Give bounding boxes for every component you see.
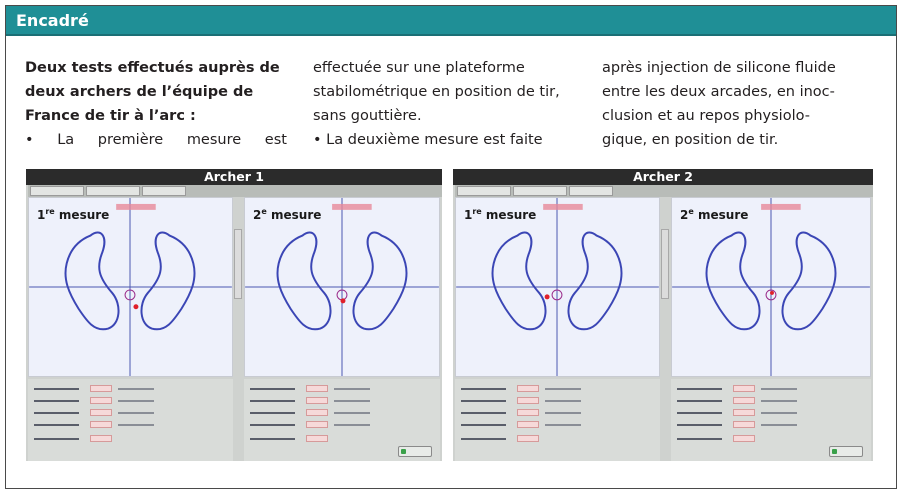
- col2-line-2: stabilométrique en position de tir,: [313, 84, 560, 100]
- encadre-title: Encadré: [16, 11, 89, 30]
- encadre-header: [6, 6, 896, 36]
- value-row: [461, 397, 651, 404]
- tab: [86, 186, 140, 196]
- figure-archer-1: [26, 169, 442, 461]
- value-row: [677, 421, 857, 428]
- tab-bar: [455, 185, 873, 197]
- text-column-1: [25, 56, 287, 152]
- value-row: [461, 435, 651, 442]
- value-row: [34, 421, 224, 428]
- value-row: [461, 421, 651, 428]
- value-row: [461, 409, 651, 416]
- tab: [513, 186, 567, 196]
- measure-values-panel: [28, 379, 233, 461]
- measure-values-panel: [244, 379, 440, 461]
- graph-scrollbar[interactable]: [661, 229, 669, 299]
- stabilogram-graph: [671, 197, 871, 377]
- value-row: [34, 409, 224, 416]
- value-row: [461, 385, 651, 392]
- measure-label: 1re mesure: [37, 207, 110, 222]
- value-row: [250, 397, 430, 404]
- col3-line-1: après injection de silicone fluide: [602, 60, 836, 76]
- intro-line-3: France de tir à l’arc :: [25, 108, 196, 124]
- value-row: [250, 435, 430, 442]
- tab: [569, 186, 613, 196]
- value-row: [677, 435, 857, 442]
- stabilogram-graph: [28, 197, 233, 377]
- stabilogram-plot: [245, 198, 439, 376]
- bullet-word-3: mesure: [186, 132, 242, 148]
- bullet-word-2: première: [97, 132, 164, 148]
- ok-button[interactable]: [829, 446, 863, 457]
- stabilogram-plot: [672, 198, 870, 376]
- stabilogram-plot: [456, 198, 659, 376]
- col3-line-2: entre les deux arcades, en inoc-: [602, 84, 835, 100]
- figure-title: Archer 2: [453, 169, 873, 185]
- col2-line-3: sans gouttière.: [313, 108, 422, 124]
- col2-line-4: • La deuxième mesure est faite: [313, 132, 543, 148]
- value-row: [677, 397, 857, 404]
- ok-button[interactable]: [398, 446, 432, 457]
- bullet-word-1: La: [57, 132, 75, 148]
- measure-label: 1re mesure: [464, 207, 537, 222]
- col3-line-3: clusion et au repos physiolo-: [602, 108, 810, 124]
- value-row: [677, 385, 857, 392]
- intro-line-1: Deux tests effectués auprès de: [25, 60, 280, 76]
- tab: [457, 186, 511, 196]
- bullet-symbol: •: [25, 132, 34, 148]
- value-row: [677, 409, 857, 416]
- tab: [30, 186, 84, 196]
- tab-bar: [28, 185, 442, 197]
- col3-line-4: gique, en position de tir.: [602, 132, 779, 148]
- measure-label: 2e mesure: [253, 207, 322, 222]
- value-row: [250, 421, 430, 428]
- col2-line-1: effectuée sur une plateforme: [313, 60, 525, 76]
- stabilogram-plot: [29, 198, 232, 376]
- text-column-3: [602, 56, 864, 152]
- measure-values-panel: [671, 379, 871, 461]
- stabilogram-graph: [455, 197, 660, 377]
- measure-label: 2e mesure: [680, 207, 749, 222]
- value-row: [34, 397, 224, 404]
- figure-title: Archer 1: [26, 169, 442, 185]
- measure-values-panel: [455, 379, 660, 461]
- text-column-2: [313, 56, 575, 152]
- stabilogram-graph: [244, 197, 440, 377]
- bullet-1-start: [25, 128, 287, 152]
- value-row: [34, 385, 224, 392]
- value-row: [34, 435, 224, 442]
- graph-scrollbar[interactable]: [234, 229, 242, 299]
- intro-line-2: deux archers de l’équipe de: [25, 84, 254, 100]
- value-row: [250, 385, 430, 392]
- value-row: [250, 409, 430, 416]
- figure-archer-2: [453, 169, 873, 461]
- bullet-word-4: est: [264, 132, 287, 148]
- tab: [142, 186, 186, 196]
